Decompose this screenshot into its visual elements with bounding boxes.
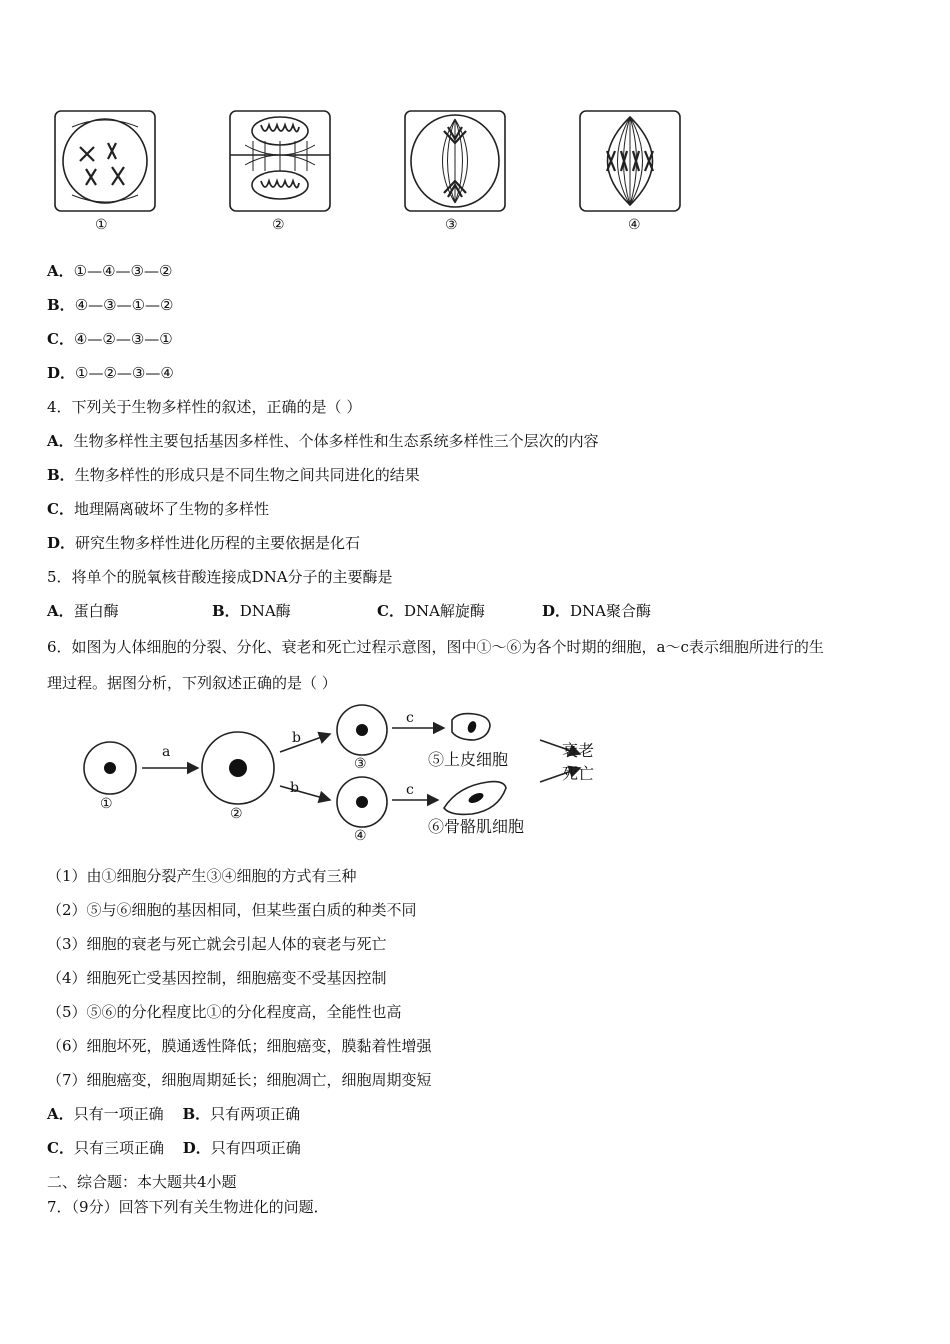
fig-label-2: ② (230, 806, 243, 822)
q4-option-a: A．生物多样性主要包括基因多样性、个体多样性和生态系统多样性三个层次的内容 (47, 432, 599, 450)
cell-diagram-2 (230, 111, 330, 211)
q4-option-b: B．生物多样性的形成只是不同生物之间共同进化的结果 (47, 466, 420, 484)
q7-stem: 7．（9分）回答下列有关生物进化的问题． (47, 1198, 329, 1216)
q6-statement-3: （3）细胞的衰老与死亡就会引起人体的衰老与死亡 (47, 935, 387, 953)
fig-label-4: ④ (354, 828, 367, 844)
q4-option-c: C．地理隔离破坏了生物的多样性 (47, 500, 269, 518)
q3-option-d: D．①—②—③—④ (47, 364, 174, 382)
diagram-label-4: ④ (628, 217, 641, 233)
q3-option-a: A．①—④—③—② (47, 262, 173, 280)
mitosis-figure (50, 105, 690, 240)
section-2-heading: 二、综合题：本大题共4小题 (47, 1173, 237, 1191)
arrow-b-down (280, 786, 330, 800)
arrow-b2-label: b (290, 780, 299, 796)
q6-statement-4: （4）细胞死亡受基因控制，细胞癌变不受基因控制 (47, 969, 387, 987)
q6-stem-line1: 6．如图为人体细胞的分裂、分化、衰老和死亡过程示意图，图中①～⑥为各个时期的细胞，a～c表示细胞所进行的生 (47, 638, 824, 656)
arrow-c1-label: c (406, 710, 414, 726)
q6-statement-1: （1）由①细胞分裂产生③④细胞的方式有三种 (47, 867, 357, 885)
q6-statement-7: （7）细胞癌变，细胞周期延长；细胞凋亡，细胞周期变短 (47, 1071, 432, 1089)
q5-options: A．蛋白酶 B．DNA酶 C．DNA解旋酶 D．DNA聚合酶 (47, 602, 651, 620)
arrow-a-label: a (162, 744, 171, 760)
q6-statement-2: （2）⑤与⑥细胞的基因相同，但某些蛋白质的种类不同 (47, 901, 417, 919)
q4-stem: 4．下列关于生物多样性的叙述，正确的是（ ） (47, 398, 362, 416)
muscle-cell-label: ⑥骨骼肌细胞 (428, 817, 525, 836)
q6-statement-6: （6）细胞坏死，膜通透性降低；细胞癌变，膜黏着性增强 (47, 1037, 432, 1055)
q3-option-b: B．④—③—①—② (47, 296, 174, 314)
cell-lifecycle-figure (78, 700, 608, 850)
arrow-b-up (280, 734, 330, 752)
mitosis-diagrams (50, 105, 690, 240)
q6-statement-5: （5）⑤⑥的分化程度比①的分化程度高，全能性也高 (47, 1003, 402, 1021)
cell-lifecycle-diagram (78, 700, 608, 850)
diagram-label-2: ② (272, 217, 285, 233)
q6-stem-line2: 理过程。据图分析，下列叙述正确的是（ ） (47, 674, 337, 692)
arrow-b1-label: b (292, 730, 301, 746)
diagram-label-3: ③ (445, 217, 458, 233)
q6-options-row1: A．只有一项正确 B．只有两项正确 (47, 1105, 301, 1123)
q3-option-c: C．④—②—③—① (47, 330, 173, 348)
q5-stem: 5．将单个的脱氧核苷酸连接成DNA分子的主要酶是 (47, 568, 393, 586)
cell-diagram-3 (405, 111, 505, 211)
fig-label-1: ① (100, 796, 113, 812)
cell-diagram-1 (55, 111, 155, 211)
epithelial-cell-label: ⑤上皮细胞 (428, 750, 509, 769)
death-label: 死亡 (562, 764, 595, 783)
q4-option-d: D．研究生物多样性进化历程的主要依据是化石 (47, 534, 361, 552)
fig-label-3: ③ (354, 756, 367, 772)
cell-diagram-4 (580, 111, 680, 211)
arrow-c2-label: c (406, 782, 414, 798)
q6-options-row2: C．只有三项正确 D．只有四项正确 (47, 1139, 301, 1157)
diagram-label-1: ① (95, 217, 108, 233)
aging-label: 衰老 (562, 741, 595, 760)
